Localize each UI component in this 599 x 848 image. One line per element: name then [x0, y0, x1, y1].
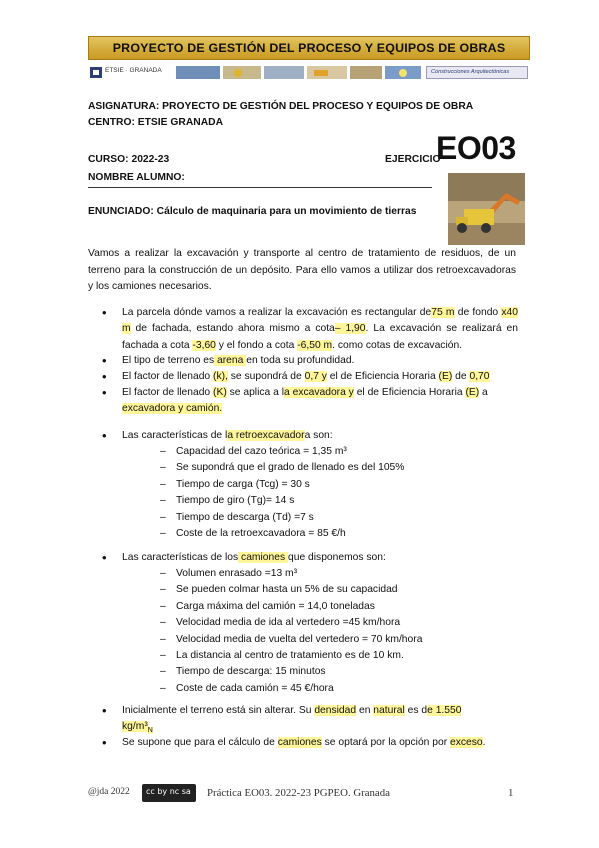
text: el de Eficiencia Horaria [353, 387, 466, 398]
text: Se pueden colmar hasta un 5% de su capacidad [176, 584, 398, 596]
text: Inicialmente el terreno está sin alterar. Su [122, 705, 315, 716]
text: Se supondrá que el grado de llenado es del 105% [176, 462, 405, 474]
etsie-logo [90, 66, 174, 79]
highlight: excavadora y camión. [122, 403, 223, 415]
retro-list [160, 444, 405, 542]
highlight: (E) [438, 371, 453, 382]
highlight: arena [214, 355, 247, 366]
enunciado-text: Cálculo de maquinaria para un movimiento de tierras [153, 206, 417, 217]
text: Se supone que para el cálculo de [122, 737, 278, 748]
highlight: – 1,90 [334, 323, 366, 335]
text: a son: [304, 430, 333, 441]
text: de [452, 371, 470, 382]
retro-title [122, 428, 518, 444]
list-item: – Coste de cada camión = 45 €/hora [160, 682, 334, 694]
alumno-line: NOMBRE ALUMNO: [88, 172, 185, 183]
ejercicio-code: EO03 [436, 130, 516, 166]
highlight: x40 m [122, 307, 518, 335]
bullet-dot: • [102, 703, 107, 718]
text: Coste de la retroexcavadora = 85 €/h [176, 528, 346, 540]
centro-line: CENTRO: ETSIE GRANADA [88, 117, 224, 128]
bullet-parcela [122, 305, 518, 354]
text: y el fondo a cota [215, 339, 298, 351]
text: El tipo de terreno es [122, 355, 215, 366]
bullet-camiones-exceso [122, 735, 518, 751]
bullet-dot: • [102, 369, 107, 384]
text: Capacidad del cazo teórica = 1,35 m³ [176, 446, 347, 457]
bullet-terreno [122, 353, 518, 369]
subscript: N [147, 727, 153, 735]
footer-author: @jda 2022 [88, 787, 130, 797]
list-item: – Velocidad media de vuelta del vertedero = 70 km/hora [160, 633, 423, 645]
text: a [479, 387, 488, 398]
header-banner: PROYECTO DE GESTIÓN DEL PROCESO Y EQUIPOS DE OBRAS [88, 36, 530, 60]
logo-strip [88, 64, 530, 82]
bullet-dot: • [102, 385, 107, 400]
bullet-dot: • [102, 550, 107, 565]
text: es d [404, 705, 428, 716]
list-item: – Velocidad media de ida al vertedero =45 km/hora [160, 617, 401, 629]
cc-license-text: cc by nc sa [146, 787, 191, 796]
highlight: camiones [238, 552, 288, 563]
list-item: – Tiempo de carga (Tcg) = 30 s [160, 478, 310, 490]
ejercicio-label: EJERCICIO [385, 154, 441, 165]
highlight: e 1.550 [427, 705, 462, 716]
text: el de Eficiencia Horaria [326, 371, 439, 382]
text: se optará por la opción por [321, 737, 451, 748]
footer-center: Práctica EO03. 2022-23 PGPEO. Granada [207, 787, 390, 799]
list-item: – Coste de la retroexcavadora = 85 €/h [160, 528, 346, 540]
highlight: 75 m [431, 307, 455, 318]
bullet-dot: • [102, 428, 107, 443]
intro-paragraph: Vamos a realizar la excavación y transporte al centro de tratamiento de residuos, de un terreno para la construcción de un depósito. Para ello vamos a utilizar dos retroexcavadoras y los camiones necesarios. [88, 248, 516, 293]
highlight: natural [373, 705, 405, 716]
text: se aplica a l [226, 387, 284, 398]
list-item: – Tiempo de giro (Tg)= 14 s [160, 495, 295, 507]
list-item: – Se supondrá que el grado de llenado es del 105% [160, 462, 405, 474]
text: La distancia al centro de tratamiento es de 10 km. [176, 650, 404, 662]
text: Las características de l [122, 430, 228, 441]
text: El factor de llenado [122, 371, 214, 382]
etsie-logo-text: ETSIE · GRANADA [105, 67, 162, 74]
text: de fondo [454, 307, 502, 318]
text: que disponemos son: [287, 552, 386, 563]
enunciado-line [88, 206, 416, 217]
bullet-factor-2 [122, 385, 518, 418]
text: Tiempo de carga (Tcg) = 30 s [176, 478, 310, 490]
highlight: a retroexcavador [227, 430, 305, 441]
construcciones-logo [426, 66, 528, 79]
text: Volumen enrasado =13 m³ [176, 568, 298, 579]
text: Velocidad media de ida al vertedero =45 km/hora [176, 617, 401, 629]
highlight: a excavadora y [284, 387, 354, 398]
construcciones-logo-text: Construcciones Arquitectónicas [431, 69, 510, 75]
text: Tiempo de descarga: 15 minutos [176, 666, 326, 678]
highlight: 0,70 [469, 371, 490, 382]
text: Tiempo de descarga (Td) =7 s [176, 511, 314, 523]
text: se supondrá de [227, 371, 305, 382]
text: . La excavación se realizará en fachada a cota [122, 323, 518, 351]
highlight: -6,50 m [297, 339, 333, 351]
highlight: -3,60 [192, 339, 216, 351]
text: El factor de llenado [122, 387, 214, 398]
text: Coste de cada camión = 45 €/hora [176, 682, 334, 694]
asignatura-line: ASIGNATURA: PROYECTO DE GESTIÓN DEL PROCESO Y EQUIPOS DE OBRA [88, 101, 474, 112]
list-item: – Tiempo de descarga: 15 minutos [160, 666, 326, 678]
bullet-dot: • [102, 353, 107, 368]
text: en [356, 705, 374, 716]
highlight: densidad [314, 705, 357, 716]
highlight: exceso [450, 737, 483, 748]
highlight: kg/m³ [122, 721, 148, 733]
highlight: camiones [277, 737, 322, 748]
list-item: – Capacidad del cazo teórica = 1,35 m³ [160, 446, 347, 457]
camiones-list [160, 566, 423, 697]
text: Las características de los [122, 552, 239, 563]
text: . como cotas de excavación. [332, 339, 463, 351]
text: La parcela dónde vamos a realizar la excavación es rectangular de [122, 307, 432, 318]
list-item: – Se pueden colmar hasta un 5% de su capacidad [160, 584, 398, 596]
text: Tiempo de giro (Tg)= 14 s [176, 495, 295, 507]
bullet-dot: • [102, 305, 107, 320]
list-item: – Tiempo de descarga (Td) =7 s [160, 511, 314, 523]
text: en toda su profundidad. [246, 355, 355, 366]
enunciado-label: ENUNCIADO: [88, 206, 154, 217]
list-item: – Volumen enrasado =13 m³ [160, 568, 298, 579]
text: de fachada, estando ahora mismo a cota [130, 323, 335, 335]
alumno-underline [88, 187, 432, 188]
text: Velocidad media de vuelta del vertedero = 70 km/hora [176, 633, 423, 645]
highlight: (K) [213, 387, 227, 398]
excavator-photo [448, 173, 525, 245]
curso-line: CURSO: 2022-23 [88, 154, 170, 165]
cc-license-badge [142, 784, 196, 802]
text: Carga máxima del camión = 14,0 toneladas [176, 600, 375, 612]
camiones-title [122, 550, 518, 566]
highlight: 0,7 y [304, 371, 327, 382]
list-item: – Carga máxima del camión = 14,0 toneladas [160, 600, 375, 612]
bullet-factor-1 [122, 369, 518, 385]
list-item: – La distancia al centro de tratamiento es de 10 km. [160, 650, 404, 662]
text: . [482, 737, 486, 748]
construction-photos-strip [176, 66, 421, 79]
bullet-dot: • [102, 735, 107, 750]
highlight: (k), [213, 371, 228, 382]
page-number: 1 [508, 787, 514, 799]
highlight: (E) [465, 387, 480, 398]
